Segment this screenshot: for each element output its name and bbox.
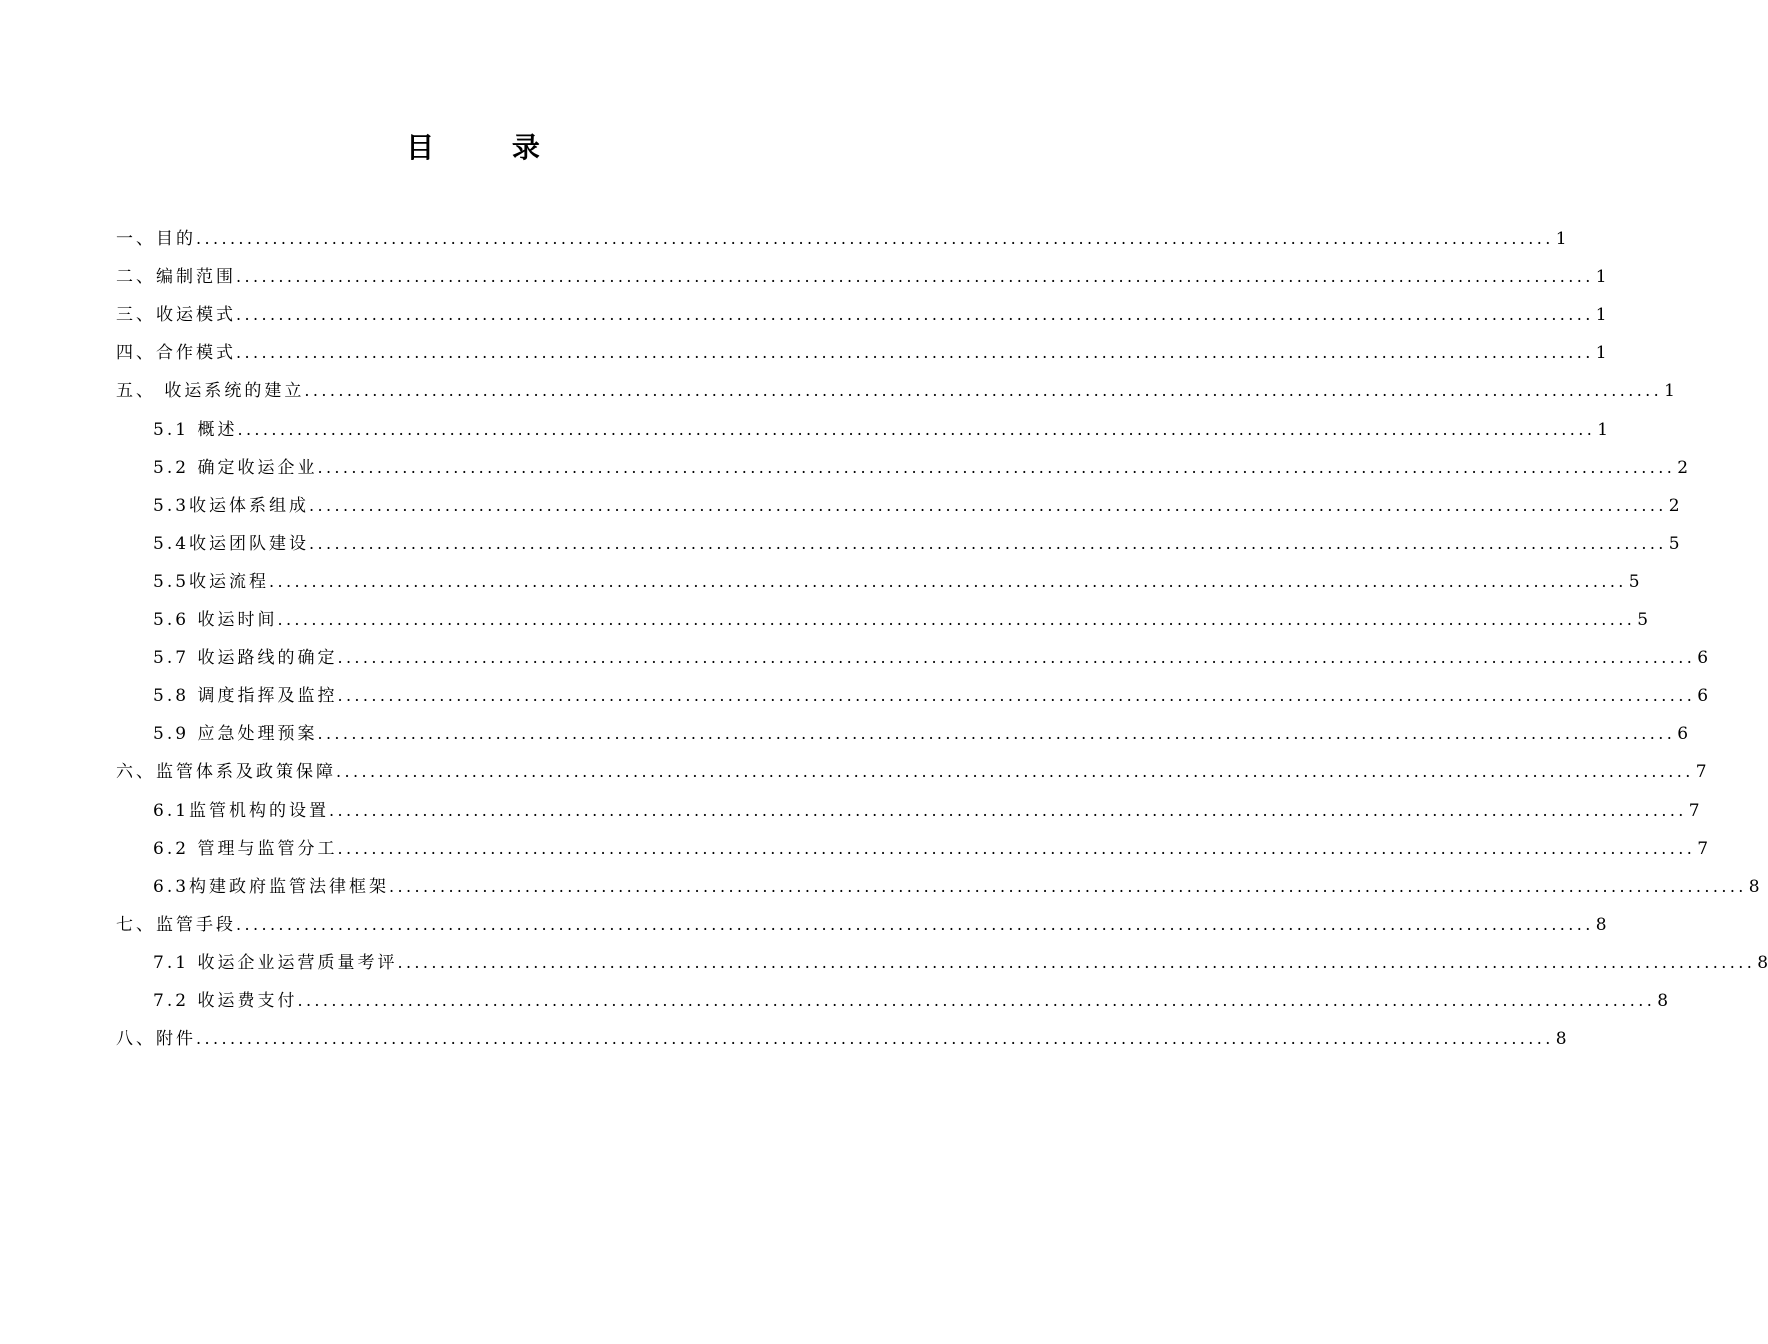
toc-entry-label: 四、合作模式 [116, 343, 236, 364]
toc-entry[interactable] [116, 1012, 1567, 1050]
toc-entry[interactable] [116, 936, 1768, 974]
toc-entry[interactable] [116, 631, 1709, 669]
toc-entry[interactable] [116, 441, 1689, 479]
dot-leader: ................................................................................................................................................................ [337, 648, 1696, 668]
dot-leader: ................................................................................................................................................................ [236, 305, 1594, 325]
toc-entry-page-number: 1 [1597, 419, 1609, 440]
toc-entry-label: 三、收运模式 [116, 305, 236, 326]
toc-entry-label: 7.1 收运企业运营质量考评 [153, 952, 398, 973]
toc-entry-label: 八、附件 [116, 1029, 196, 1050]
toc-entry-label: 六、监管体系及政策保障 [116, 762, 336, 783]
toc-entry-page-number: 2 [1677, 457, 1689, 478]
toc-entry-label: 6.1监管机构的设置 [153, 800, 330, 821]
toc-entry-label: 5.1 概述 [153, 419, 238, 440]
toc-entry-label: 七、监管手段 [116, 914, 236, 935]
toc-entry-page-number: 8 [1748, 876, 1760, 897]
toc-entry[interactable] [116, 822, 1709, 860]
toc-entry-label: 5.4收运团队建设 [153, 533, 310, 554]
toc-entry-page-number: 6 [1697, 648, 1709, 669]
toc-entry[interactable] [116, 288, 1607, 326]
toc-entry-label: 5.9 应急处理预案 [153, 724, 318, 745]
toc-entry-page-number: 5 [1637, 610, 1649, 631]
dot-leader: ................................................................................................................................................................ [196, 1029, 1554, 1049]
toc-entry-page-number: 1 [1595, 267, 1607, 288]
toc-entry[interactable] [116, 555, 1640, 593]
toc-entry-label: 5.5收运流程 [153, 571, 270, 592]
toc-entry-page-number: 2 [1668, 495, 1680, 516]
dot-leader: ................................................................................................................................................................ [236, 914, 1594, 934]
dot-leader: ................................................................................................................................................................ [236, 343, 1594, 363]
dot-leader: ................................................................................................................................................................ [317, 457, 1676, 477]
toc-entry-page-number: 1 [1555, 229, 1567, 250]
toc-entry[interactable] [116, 860, 1760, 898]
toc-entry[interactable] [116, 745, 1707, 783]
toc-entry-label: 6.2 管理与监管分工 [153, 838, 338, 859]
toc-entry[interactable] [116, 326, 1607, 364]
toc-entry[interactable] [116, 479, 1680, 517]
dot-leader: ................................................................................................................................................................ [277, 610, 1636, 630]
dot-leader: ................................................................................................................................................................ [389, 876, 1747, 896]
toc-entry[interactable] [116, 783, 1700, 821]
toc-entry[interactable] [116, 250, 1607, 288]
dot-leader: ................................................................................................................................................................ [397, 952, 1756, 972]
dot-leader: ................................................................................................................................................................ [304, 381, 1663, 401]
toc-entry-label: 5.3收运体系组成 [153, 495, 310, 516]
toc-entry-label: 二、编制范围 [116, 267, 236, 288]
dot-leader: ................................................................................................................................................................ [297, 990, 1656, 1010]
toc-entry[interactable] [116, 669, 1709, 707]
toc-title: 目 录 [406, 131, 574, 164]
dot-leader: ................................................................................................................................................................ [309, 495, 1667, 515]
dot-leader: ................................................................................................................................................................ [237, 419, 1596, 439]
toc-entry[interactable] [116, 212, 1567, 250]
toc-entry-label: 6.3构建政府监管法律框架 [153, 876, 390, 897]
toc-entry-label: 7.2 收运费支付 [153, 990, 298, 1011]
dot-leader: ................................................................................................................................................................ [309, 533, 1667, 553]
toc-entry-page-number: 1 [1664, 381, 1675, 402]
toc-entry-page-number: 6 [1677, 724, 1689, 745]
toc-entry-page-number: 5 [1628, 571, 1640, 592]
toc-entry[interactable] [116, 707, 1689, 745]
dot-leader: ................................................................................................................................................................ [269, 571, 1627, 591]
toc-entry-label: 五、 收运系统的建立 [116, 381, 305, 402]
toc-entry[interactable] [116, 402, 1609, 440]
toc-entry-page-number: 5 [1668, 533, 1680, 554]
toc-entry-page-number: 7 [1688, 800, 1700, 821]
toc-entry[interactable] [116, 593, 1649, 631]
toc-entry[interactable] [116, 517, 1680, 555]
toc-entry-page-number: 8 [1595, 914, 1607, 935]
toc-entry-label: 一、目的 [116, 229, 196, 250]
toc-entry-page-number: 1 [1595, 343, 1607, 364]
toc-entry-label: 5.7 收运路线的确定 [153, 648, 338, 669]
toc-entry-label: 5.2 确定收运企业 [153, 457, 318, 478]
dot-leader: ................................................................................................................................................................ [317, 724, 1676, 744]
toc-entry-page-number: 8 [1757, 952, 1768, 973]
toc-entry-label: 5.6 收运时间 [153, 610, 278, 631]
toc-entry-page-number: 7 [1697, 838, 1709, 859]
toc-entry[interactable] [116, 364, 1675, 402]
toc-entry-page-number: 8 [1555, 1029, 1567, 1050]
toc-entry[interactable] [116, 974, 1669, 1012]
dot-leader: ................................................................................................................................................................ [336, 762, 1694, 782]
toc-entry-label: 5.8 调度指挥及监控 [153, 686, 338, 707]
toc-entry-page-number: 6 [1697, 686, 1709, 707]
toc-entry[interactable] [116, 898, 1607, 936]
dot-leader: ................................................................................................................................................................ [236, 267, 1594, 287]
dot-leader: ................................................................................................................................................................ [337, 686, 1696, 706]
dot-leader: ................................................................................................................................................................ [329, 800, 1687, 820]
toc-entry-page-number: 1 [1595, 305, 1607, 326]
toc-entry-page-number: 8 [1657, 990, 1669, 1011]
toc-list [116, 212, 1768, 1050]
dot-leader: ................................................................................................................................................................ [337, 838, 1696, 858]
toc-entry-page-number: 7 [1695, 762, 1707, 783]
dot-leader: ................................................................................................................................................................ [196, 229, 1554, 249]
